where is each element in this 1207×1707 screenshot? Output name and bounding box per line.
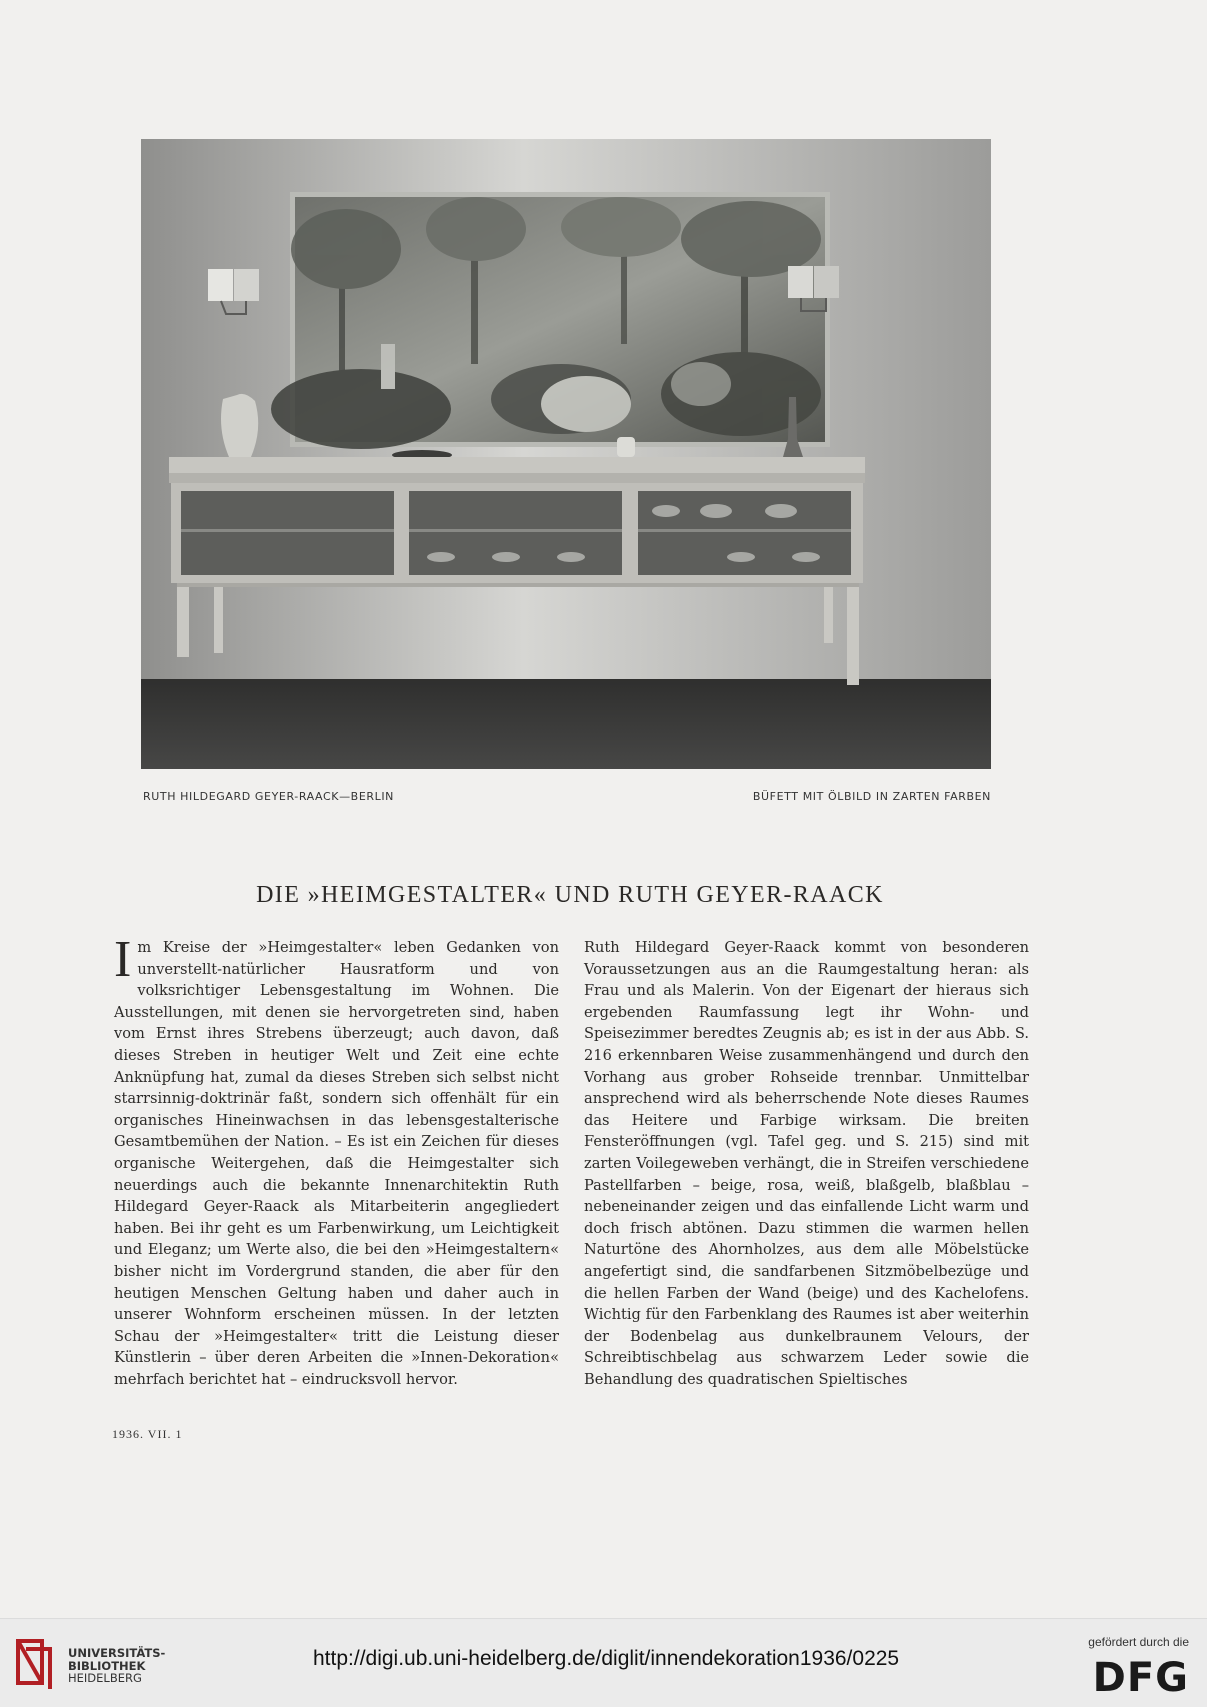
library-logo-icon — [12, 1633, 64, 1691]
column-right-text: Ruth Hildegard Geyer-Raack kommt von besonderen Voraussetzungen aus an die Raumgestaltung heran: als Frau und als Malerin. Von der Eigenart der hieraus sich ergebenden Raumfassung legt ihr Wohn- und Speisezimmer beredtes Zeugnis ab; es ist in der aus Abb. S. 216 erkennbaren Weise zusammenhängend und durch den Vorhang aus grober Rohseide trennbar. Unmittelbar ansprechend wird als beherrschende Note dieses Raumes das Heitere und Farbige wirksam. Die breiten Fensteröffnungen (vgl. Tafel geg. und S. 215) sind mit zarten Voilegeweben verhängt, die in Streifen verschiedene Pastellfarben – beige, rosa, weiß, blaßgelb, blaßblau – nebeneinander zeigen und das einfallende Licht warm und doch frisch abtönen. Dazu stimmen die warmen hellen Naturtöne des Ahornholzes, aus dem alle Möbelstücke angefertigt sind, die sandfarbenen Sitzmöbelbezüge und die hellen Farben der Wand (beige) und des Kachelofens. Wichtig für den Farbenklang des Raumes ist aber weiterhin der Bodenbelag aus dunkelbraunem Velours, der Schreibtischbelag aus schwarzem Leder sowie die Behandlung des quadratischen Spieltisches — [584, 939, 1029, 1388]
drop-cap: I — [114, 931, 132, 988]
source-url-link[interactable]: http://digi.ub.uni-heidelberg.de/diglit/innendekoration1936/0225 — [313, 1647, 900, 1670]
page-folio: 1936. VII. 1 — [112, 1427, 183, 1441]
column-left-text: m Kreise der »Heimgestalter« leben Gedanken von unverstellt-natürlicher Hausratform und von volksrichtiger Lebensgestaltung im Wohnen. Die Ausstellungen, mit denen sie hervorgetreten sind, haben vom Ernst ihres Strebens überzeugt; auch davon, daß dieses Streben in heutiger Welt und Zeit eine echte Anknüpfung hat, zumal da dieses Streben sich selbst nicht starrsinnig-doktrinär faßt, sondern sich offenhält für ein organisches Hineinwachsen in das lebensgestalterische Gesamtbemühen der Nation. – Es ist ein Zeichen für dieses organische Weitergehen, daß die Heimgestalter sich neuerdings auch die bekannte Innenarchitektin Ruth Hildegard Geyer-Raack als Mitarbeiterin angegliedert haben. Bei ihr geht es um Farbenwirkung, um Leichtigkeit und Eleganz; um Werte also, die bei den »Heimgestaltern« bisher nicht im Vordergrund standen, die aber für den heutigen Menschen Geltung haben und daher auch in unserer Wohnform erscheinen müssen. In der letzten Schau der »Heimgestalter« tritt die Leistung dieser Künstlerin – über deren Arbeiten die »Innen-Dekoration« mehrfach berichtet hat – eindrucksvoll hervor. — [114, 939, 559, 1388]
photo-caption-right: BÜFETT MIT ÖLBILD IN ZARTEN FARBEN — [752, 790, 991, 803]
footer-bar — [0, 1618, 1207, 1707]
article-title: DIE »HEIMGESTALTER« UND RUTH GEYER-RAACK — [256, 882, 884, 908]
photo-caption-left: RUTH HILDEGARD GEYER-RAACK—BERLIN — [143, 790, 395, 803]
sideboard-photograph — [141, 139, 991, 769]
library-name: UNIVERSITÄTS- BIBLIOTHEK HEIDELBERG — [68, 1646, 166, 1685]
article-column-left — [114, 931, 559, 1390]
dfg-logo: DFG — [1092, 1655, 1189, 1701]
article-column-right — [584, 937, 1029, 1390]
funding-note: gefördert durch die — [1088, 1635, 1189, 1649]
